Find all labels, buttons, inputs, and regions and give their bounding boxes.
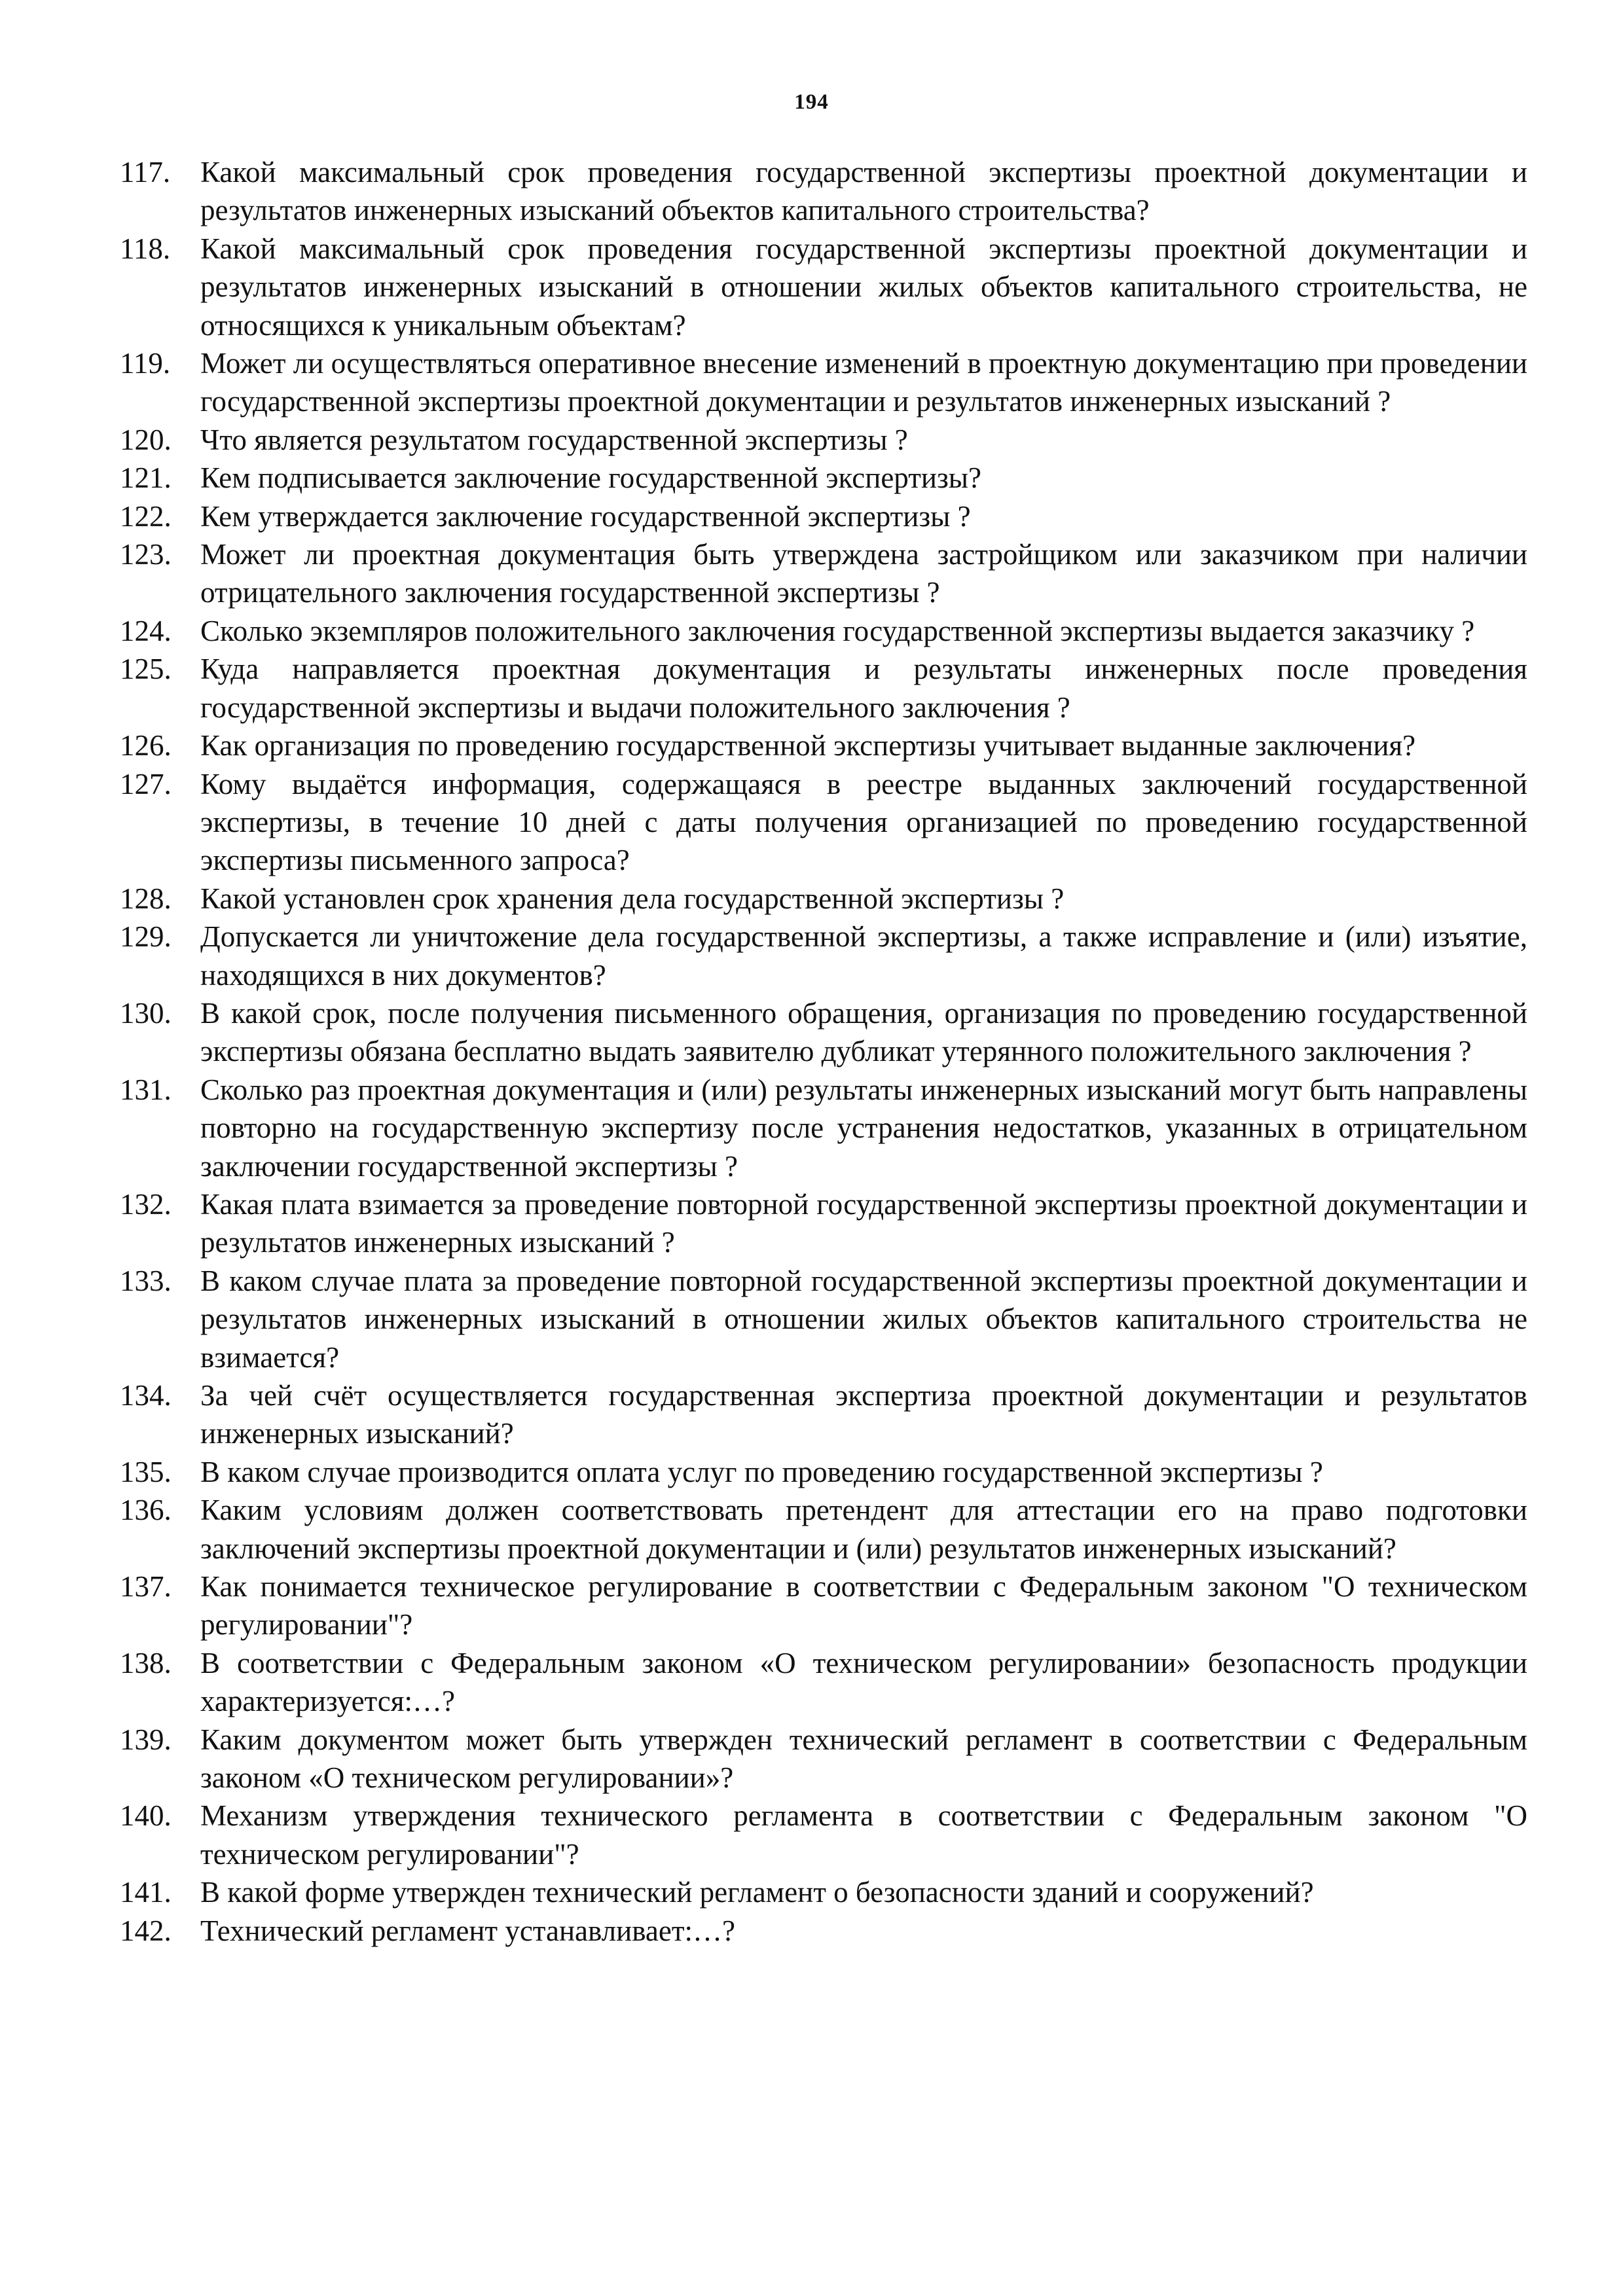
question-item: [120, 1721, 1527, 1797]
question-number: 118.: [120, 232, 171, 265]
question-item: [120, 1376, 1527, 1453]
question-number: 130.: [120, 996, 172, 1030]
question-number: 141.: [120, 1876, 172, 1909]
question-text: Какой установлен срок хранения дела государственной экспертизы ?: [200, 882, 1065, 915]
question-number: 121.: [120, 461, 172, 495]
question-item: [120, 1797, 1527, 1873]
question-item: [120, 230, 1527, 344]
question-item: [120, 918, 1527, 994]
question-text: Как организация по проведению государственной экспертизы учитывает выданные заключения?: [200, 729, 1416, 762]
question-text: Какой максимальный срок проведения государственной экспертизы проектной документации и результатов инженерных изысканий объектов капитального строительства?: [200, 156, 1527, 227]
question-text: Что является результатом государственной экспертизы ?: [200, 423, 908, 456]
question-text: Каким условиям должен соответствовать претендент для аттестации его на право подготовки заключений экспертизы проектной документации и (или) результатов инженерных изысканий?: [200, 1494, 1527, 1565]
question-number: 126.: [120, 729, 172, 762]
question-text: Сколько экземпляров положительного заключения государственной экспертизы выдается заказчику ?: [200, 614, 1475, 647]
question-number: 117.: [120, 156, 171, 188]
question-item: [120, 1568, 1527, 1644]
question-item: [120, 1873, 1527, 1911]
question-number: 119.: [120, 347, 171, 380]
question-text: Механизм утверждения технического регламента в соответствии с Федеральным законом "О техническом регулировании"?: [200, 1799, 1527, 1871]
question-text: Как понимается техническое регулирование в соответствии с Федеральным законом "О техническом регулировании"?: [200, 1570, 1527, 1641]
question-text: В какой срок, после получения письменного обращения, организация по проведению государственной экспертизы обязана бесплатно выдать заявителю дубликат утерянного положительного заключения ?: [200, 996, 1527, 1068]
question-number: 131.: [120, 1073, 172, 1106]
question-text: В каком случае производится оплата услуг по проведению государственной экспертизы ?: [200, 1455, 1323, 1488]
question-item: [120, 1185, 1527, 1262]
question-text: Кем утверждается заключение государственной экспертизы ?: [200, 499, 971, 533]
question-item: [120, 153, 1527, 230]
question-item: [120, 1071, 1527, 1185]
question-item: [120, 1453, 1527, 1491]
question-item: [120, 497, 1527, 535]
question-item: [120, 459, 1527, 497]
question-text: Кем подписывается заключение государственной экспертизы?: [200, 461, 981, 495]
question-number: 129.: [120, 920, 172, 954]
question-text: За чей счёт осуществляется государственная экспертиза проектной документации и результатов инженерных изысканий?: [200, 1379, 1527, 1450]
question-text: Технический регламент устанавливает:…?: [200, 1914, 735, 1947]
question-item: [120, 421, 1527, 459]
question-number: 135.: [120, 1455, 172, 1488]
question-number: 140.: [120, 1799, 172, 1833]
question-item: [120, 535, 1527, 612]
question-text: Сколько раз проектная документация и (или) результаты инженерных изысканий могут быть направлены повторно на государственную экспертизу после устранения недостатков, указанных в отрицательном заключении государственной экспертизы ?: [200, 1073, 1527, 1183]
question-item: [120, 994, 1527, 1071]
question-text: Может ли осуществляться оперативное внесение изменений в проектную документацию при проведении государственной экспертизы проектной документации и результатов инженерных изысканий ?: [200, 347, 1527, 418]
question-number: 136.: [120, 1494, 172, 1527]
question-text: Какой максимальный срок проведения государственной экспертизы проектной документации и результатов инженерных изысканий в отношении жилых объектов капитального строительства, не относящихся к уникальным объектам?: [200, 232, 1527, 342]
question-number: 120.: [120, 423, 172, 456]
question-item: [120, 1912, 1527, 1950]
question-number: 124.: [120, 614, 172, 647]
question-text: Допускается ли уничтожение дела государственной экспертизы, а также исправление и (или) изъятие, находящихся в них документов?: [200, 920, 1527, 992]
question-number: 134.: [120, 1379, 172, 1412]
question-item: [120, 726, 1527, 764]
question-number: 127.: [120, 767, 172, 800]
question-item: [120, 1262, 1527, 1376]
question-text: В соответствии с Федеральным законом «О техническом регулировании» безопасность продукции характеризуется:…?: [200, 1646, 1527, 1718]
question-number: 123.: [120, 538, 172, 571]
question-item: [120, 880, 1527, 918]
question-item: [120, 765, 1527, 880]
question-number: 132.: [120, 1187, 172, 1221]
question-item: [120, 612, 1527, 650]
question-number: 133.: [120, 1264, 172, 1297]
question-text: В какой форме утвержден технический регламент о безопасности зданий и сооружений?: [200, 1876, 1314, 1909]
question-number: 142.: [120, 1914, 172, 1947]
question-number: 139.: [120, 1723, 172, 1756]
question-number: 137.: [120, 1570, 172, 1604]
question-text: Может ли проектная документация быть утверждена застройщиком или заказчиком при наличии отрицательного заключения государственной экспертизы ?: [200, 538, 1527, 609]
question-number: 138.: [120, 1646, 172, 1679]
question-item: [120, 1491, 1527, 1568]
question-item: [120, 650, 1527, 726]
question-number: 128.: [120, 882, 172, 915]
page-number: 194: [794, 90, 829, 114]
question-text: Каким документом может быть утвержден технический регламент в соответствии с Федеральным законом «О техническом регулировании»?: [200, 1723, 1527, 1795]
question-list: [120, 153, 1527, 1950]
question-number: 125.: [120, 653, 172, 686]
question-text: В каком случае плата за проведение повторной государственной экспертизы проектной документации и результатов инженерных изысканий в отношении жилых объектов капитального строительства не взимается?: [200, 1264, 1527, 1374]
question-text: Куда направляется проектная документация и результаты инженерных после проведения государственной экспертизы и выдачи положительного заключения ?: [200, 653, 1527, 724]
question-text: Какая плата взимается за проведение повторной государственной экспертизы проектной документации и результатов инженерных изысканий ?: [200, 1187, 1527, 1259]
question-item: [120, 344, 1527, 421]
question-text: Кому выдаётся информация, содержащаяся в реестре выданных заключений государственной экспертизы, в течение 10 дней с даты получения организацией по проведению государственной экспертизы письменного запроса?: [200, 767, 1527, 877]
question-item: [120, 1644, 1527, 1721]
question-number: 122.: [120, 499, 172, 533]
